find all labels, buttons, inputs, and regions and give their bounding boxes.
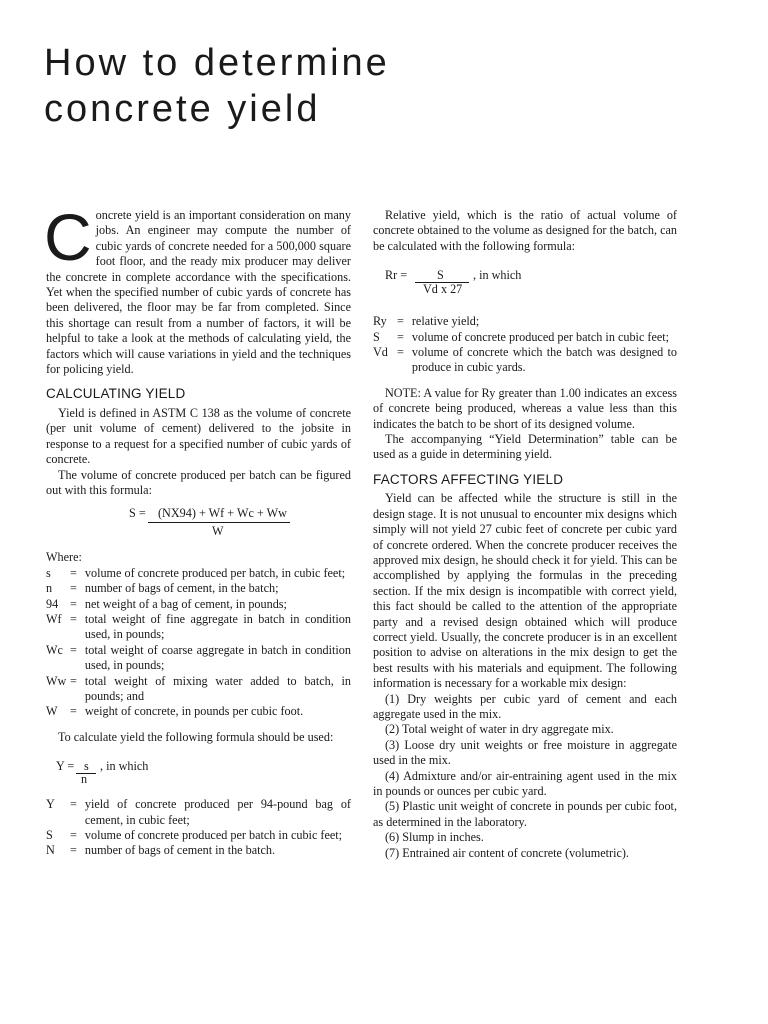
definition-equals: =	[70, 828, 77, 842]
intro-text: oncrete yield is an important consideration on many jobs. An engineer may compute the number of cubic yards of concrete needed for a 500,000 square foot floor, and the ready mix producer may deliver the concrete in complete accordance with the specifications. Yet when the specified number of cubic yards of concrete has been delivered, the floor may be far from completed. Since this shortage can result from a number of factors, it will be helpful to take a look at the methods of calculating yield, the factors which will cause variations in yield and the techniques for policing yield.	[46, 208, 351, 377]
yield-formula	[46, 759, 351, 787]
definition-text: net weight of a bag of cement, in pounds;	[84, 596, 287, 611]
list-item: (3) Loose dry unit weights or free moisture in aggregate used in the mix.	[373, 737, 677, 768]
definition-paragraph: Yield is defined in ASTM C 138 as the volume of concrete (per unit volume of cement) delivered to the jobsite in response to a request for a specified number of cubic yards of concrete.	[46, 405, 351, 467]
definition-row	[46, 612, 351, 643]
left-column	[44, 200, 351, 859]
definition-symbol: S	[373, 329, 380, 344]
title-line-1: How to determine	[44, 42, 390, 84]
formula-denominator: n	[81, 772, 88, 787]
mix-design-requirements-list	[373, 692, 677, 861]
definition-equals: =	[397, 345, 404, 360]
volume-formula	[46, 506, 351, 546]
definition-row	[46, 643, 351, 674]
definition-text: number of bags of cement, in the batch;	[84, 581, 279, 596]
definition-row	[46, 828, 351, 843]
fraction-bar	[148, 522, 290, 523]
definition-equals: =	[70, 596, 77, 611]
definition-equals: =	[397, 314, 404, 329]
definition-symbol: s	[46, 565, 51, 580]
definition-equals: =	[70, 797, 77, 812]
definition-equals: =	[70, 704, 77, 719]
definition-equals: =	[70, 642, 77, 657]
list-item: (7) Entrained air content of concrete (volumetric).	[385, 845, 629, 860]
definition-row	[373, 314, 677, 329]
definition-equals: =	[70, 843, 77, 858]
note-paragraph: NOTE: A value for Ry greater than 1.00 indicates an excess of concrete being produced, whereas a value less than this indicates the batch to be short of its designed volume.	[373, 385, 677, 431]
definition-row	[46, 597, 351, 612]
definition-text: volume of concrete which the batch was designed to produce in cubic yards.	[411, 345, 677, 375]
formula-numerator: s	[84, 759, 89, 774]
list-item: (4) Admixture and/or air-entraining agent used in the mix in pounds or ounces per cubic yard.	[373, 768, 677, 798]
relative-yield-formula	[373, 268, 677, 302]
definition-symbol: S	[46, 828, 53, 842]
formula-tail: , in which	[473, 268, 522, 283]
definition-text: volume of concrete produced per batch in cubic feet;	[84, 828, 343, 842]
definition-symbol: Ry	[373, 314, 387, 329]
definition-symbol: W	[46, 704, 58, 719]
definition-row	[46, 797, 351, 828]
definition-equals: =	[70, 611, 77, 626]
definition-symbol: N	[46, 843, 55, 858]
definition-text: number of bags of cement in the batch.	[84, 843, 276, 858]
definition-symbol: Wf	[46, 611, 62, 626]
definition-symbol: Ww	[46, 673, 67, 688]
definition-row	[46, 566, 351, 581]
definition-text: total weight of fine aggregate in batch in condition used, in pounds;	[84, 611, 351, 642]
definition-text: volume of concrete produced per batch in cubic feet;	[411, 329, 670, 344]
definition-text: total weight of mixing water added to batch, in pounds; and	[84, 673, 351, 703]
variable-definitions	[46, 566, 351, 720]
definition-equals: =	[70, 673, 77, 688]
section-heading-calculating-yield: CALCULATING YIELD	[46, 386, 186, 402]
definition-symbol: n	[46, 581, 53, 596]
formula-numerator: S	[437, 268, 444, 283]
list-item: (5) Plastic unit weight of concrete in pounds per cubic foot, as determined in the laboratory.	[373, 799, 677, 829]
factors-paragraph: Yield can be affected while the structure is still in the design stage. It is not unusual to encounter mix designs which simply will not yield 27 cubic feet of concrete per cubic yard of concrete ordered. When the concrete producer receives the approved mix design, he should check it for yield. This can be accomplished by applying the formulas in the preceding section. If the mix design is incompatible with correct yield, this fact should be called to the attention of the appropriate party and a revised design obtained which will produce correct yield. Usually, the concrete producer is in an excellent position to advise on alterations in the mix design to get the best results with his materials and equipment. The following information is necessary for a workable mix design:	[373, 491, 677, 691]
formula-tail: , in which	[100, 759, 149, 774]
definition-text: total weight of coarse aggregate in batch in condition used, in pounds;	[84, 642, 351, 673]
list-item: (6) Slump in inches.	[385, 830, 484, 845]
formula-intro-paragraph: The volume of concrete produced per batch can be figured out with this formula:	[46, 467, 351, 497]
definition-equals: =	[70, 565, 77, 580]
drop-cap: C	[44, 200, 92, 274]
definition-text: yield of concrete produced per 94-pound bag of cement, in cubic feet;	[84, 797, 351, 827]
table-reference-paragraph: The accompanying “Yield Determination” table can be used as a guide in determining yield.	[373, 432, 677, 462]
definition-row	[373, 345, 677, 376]
page-title	[44, 40, 390, 132]
definition-equals: =	[397, 329, 404, 344]
formula-lhs: Y =	[56, 759, 75, 774]
where-label: Where:	[46, 550, 82, 565]
definition-text: relative yield;	[411, 314, 480, 329]
definition-text: volume of concrete produced per batch, in cubic feet;	[84, 565, 346, 580]
yield-definitions	[46, 797, 351, 859]
title-line-2: concrete yield	[44, 88, 321, 130]
definition-row	[46, 843, 351, 858]
yield-formula-intro: To calculate yield the following formula should be used:	[58, 729, 334, 744]
intro-paragraph	[44, 200, 351, 377]
definition-row	[46, 581, 351, 596]
formula-denominator: W	[212, 524, 224, 539]
definition-row	[46, 674, 351, 705]
definition-symbol: Y	[46, 797, 55, 812]
definition-row	[373, 330, 677, 345]
formula-lhs: S =	[129, 506, 146, 521]
definition-symbol: Wc	[46, 642, 63, 657]
definition-equals: =	[70, 581, 77, 596]
definition-text: weight of concrete, in pounds per cubic foot.	[84, 704, 304, 719]
formula-lhs: Rr =	[385, 268, 408, 283]
right-column	[373, 208, 677, 861]
relative-yield-paragraph: Relative yield, which is the ratio of actual volume of concrete obtained to the volume as designed for the batch, can be calculated with the following formula:	[373, 208, 677, 253]
formula-numerator: (NX94) + Wf + Wc + Ww	[158, 506, 287, 521]
section-heading-factors-affecting-yield: FACTORS AFFECTING YIELD	[373, 471, 564, 487]
definition-symbol: 94	[46, 596, 59, 611]
relative-yield-definitions	[373, 314, 677, 376]
definition-symbol: Vd	[373, 345, 388, 360]
list-item: (2) Total weight of water in dry aggregate mix.	[385, 722, 614, 737]
list-item: (1) Dry weights per cubic yard of cement and each aggregate used in the mix.	[373, 691, 677, 721]
definition-row	[46, 704, 351, 719]
formula-denominator: Vd x 27	[423, 282, 463, 297]
